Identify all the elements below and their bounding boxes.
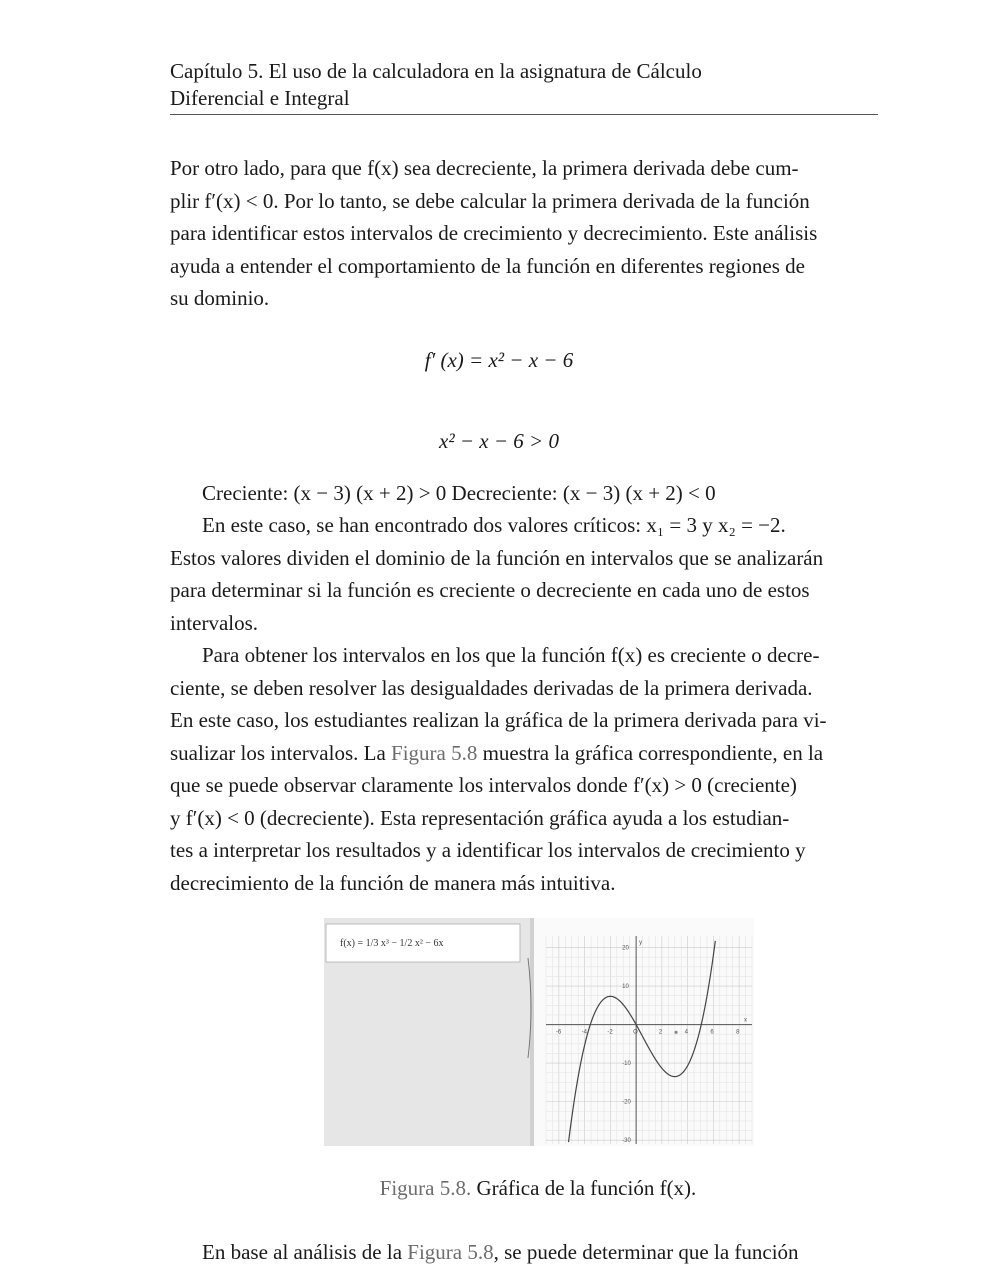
text-line: tes a interpretar los resultados y a identificar los intervalos de crecimiento y	[170, 838, 806, 862]
x-tick-label: -6	[555, 1029, 562, 1036]
y-axis-label: y	[639, 940, 643, 946]
y-tick-label: 20	[622, 945, 629, 952]
text-span: muestra la gráfica correspondiente, en la	[477, 740, 824, 765]
x-tick-label: 2	[658, 1029, 663, 1036]
graphics-panel	[534, 918, 754, 1146]
text-line: que se puede observar claramente los intervalos donde f′(x) > 0 (creciente)	[170, 773, 797, 797]
header-line-1: Capítulo 5. El uso de la calculadora en la asignatura de Cálculo	[170, 59, 702, 83]
x-axis-label: x	[744, 1017, 747, 1024]
text-span: En base al análisis de la	[202, 1240, 408, 1264]
text-line: En este caso, se han encontrado dos valores críticos: x₁ = 3 y x₂ = −2.	[202, 513, 786, 537]
text-line: ayuda a entender el comportamiento de la función en diferentes regiones de	[170, 253, 805, 278]
paragraph-1	[170, 152, 907, 315]
paragraph-critical-values	[170, 509, 907, 639]
text-line: En este caso, los estudiantes realizan la gráfica de la primera derivada para vi-	[170, 708, 827, 732]
x-tick-label: -2	[607, 1029, 613, 1036]
text-line: ciente, se deben resolver las desigualdades derivadas de la primera derivada.	[170, 675, 813, 700]
text-line: para determinar si la función es creciente o decreciente en cada uno de estos	[170, 578, 810, 602]
running-header	[170, 58, 878, 112]
y-tick-label: 10	[622, 984, 629, 991]
text-line	[170, 1236, 907, 1269]
paragraph-intervals	[170, 477, 907, 510]
paragraph-figure-reference	[170, 639, 907, 899]
x-tick-label: 4	[684, 1029, 688, 1036]
text-line: Creciente: (x − 3) (x + 2) > 0 Decreciente: (x − 3) (x + 2) < 0	[202, 481, 716, 505]
text-line: su dominio.	[170, 286, 270, 310]
y-tick-label: -10	[622, 1061, 631, 1068]
text-line: Estos valores dividen el dominio de la función en intervalos que se analizarán	[170, 545, 824, 570]
text-line: y f′(x) < 0 (decreciente). Esta representación gráfica ayuda a los estudian-	[170, 805, 790, 830]
figure-calculator-screenshot	[324, 918, 754, 1146]
point-marker	[674, 1031, 677, 1034]
figure-link[interactable]: Figura 5.8	[407, 1240, 494, 1264]
caption-text: Gráfica de la función f(x).	[476, 1176, 697, 1200]
y-tick-label: -30	[622, 1138, 631, 1145]
x-tick-label: -4	[581, 1029, 587, 1036]
figure-link[interactable]: Figura 5.8	[391, 740, 478, 765]
y-tick-label: -20	[622, 1099, 631, 1106]
caption-label: Figura 5.8.	[379, 1176, 472, 1200]
figure-caption	[0, 1176, 998, 1201]
text-line: Para obtener los intervalos en los que la función f(x) es creciente o decre-	[202, 643, 820, 667]
text-span: , se puede determinar que la función	[493, 1240, 799, 1264]
text-line: plir f′(x) < 0. Por lo tanto, se debe calcular la primera derivada de la función	[170, 188, 810, 213]
text-line: decrecimiento de la función de manera más intuitiva.	[170, 870, 616, 895]
x-tick-label: 6	[710, 1029, 714, 1036]
calculator-screenshot	[324, 918, 754, 1146]
text-line	[170, 737, 907, 770]
paragraph-5	[170, 1236, 907, 1269]
equation-derivative: f′ (x) = x² − x − 6	[424, 348, 574, 372]
text-line: Por otro lado, para que f(x) sea decreciente, la primera derivada debe cum-	[170, 156, 799, 180]
x-tick-label: O	[633, 1029, 638, 1036]
header-line-2: Diferencial e Integral	[170, 86, 350, 110]
text-line: para identificar estos intervalos de crecimiento y decrecimiento. Este análisis	[170, 221, 818, 245]
header-rule	[170, 114, 878, 115]
text-line: intervalos.	[170, 610, 259, 635]
formula-label: f(x) = 1/3 x³ − 1/2 x² − 6x	[340, 938, 444, 949]
text-span: sualizar los intervalos. La	[170, 740, 392, 765]
equation-inequality: x² − x − 6 > 0	[439, 429, 559, 453]
x-tick-label: 8	[736, 1029, 740, 1036]
